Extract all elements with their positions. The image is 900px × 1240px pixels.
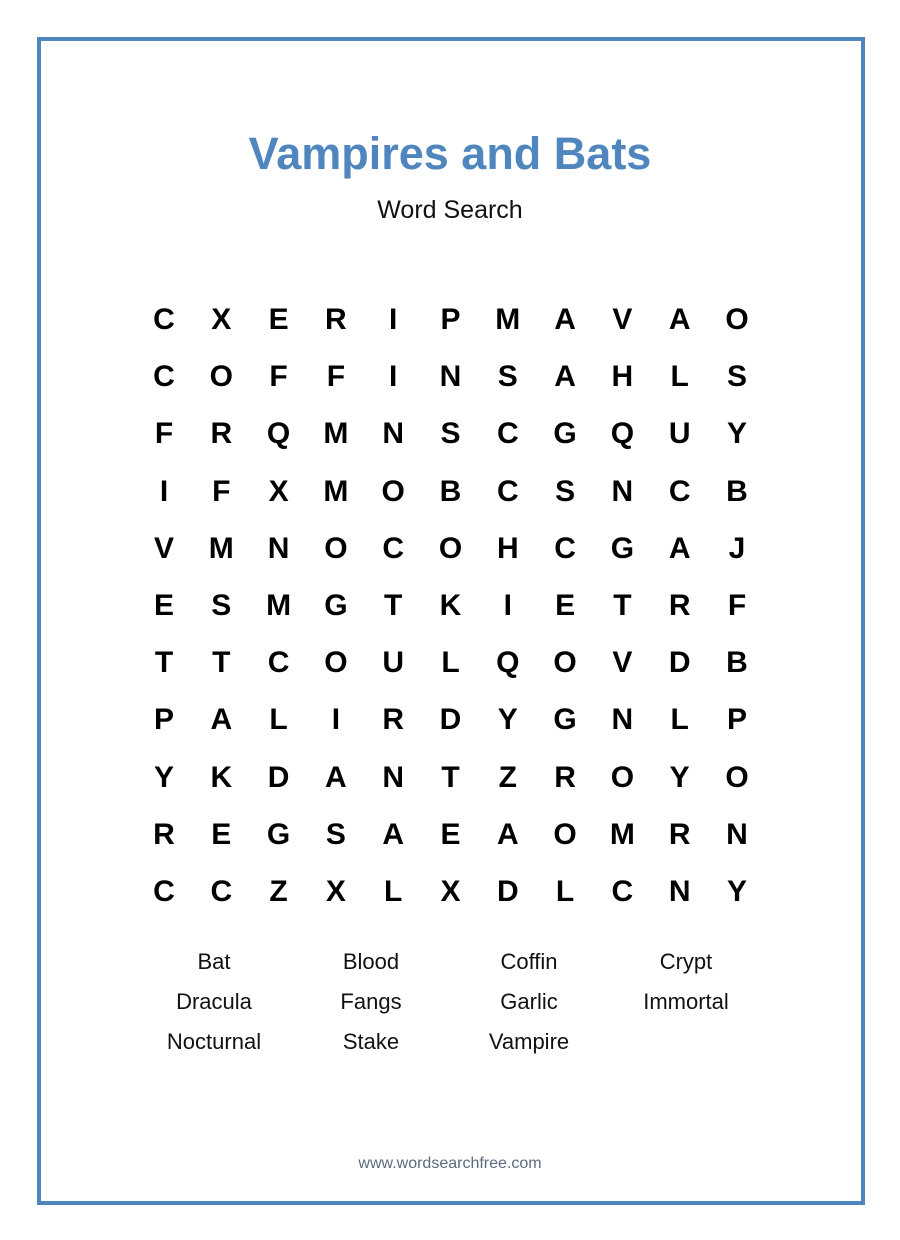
grid-letter: G bbox=[324, 589, 348, 622]
grid-letter: C bbox=[267, 646, 290, 680]
grid-letter: L bbox=[384, 875, 403, 908]
grid-letter: L bbox=[269, 703, 288, 737]
grid-letter: A bbox=[554, 360, 576, 394]
grid-letter: O bbox=[553, 817, 577, 851]
grid-letter: O bbox=[725, 303, 749, 336]
grid-letter: E bbox=[211, 817, 232, 851]
word-list-item: Blood bbox=[342, 949, 400, 974]
grid-letter: G bbox=[266, 817, 291, 851]
grid-letter: K bbox=[210, 760, 233, 794]
grid-letter: R bbox=[668, 589, 691, 622]
grid-letter: L bbox=[441, 646, 460, 680]
grid-letter: S bbox=[726, 360, 747, 394]
word-list-item: Nocturnal bbox=[166, 1029, 262, 1054]
grid-letter: T bbox=[441, 760, 460, 794]
grid-letter: O bbox=[381, 474, 405, 508]
grid-letter: M bbox=[609, 817, 635, 851]
grid-letter: I bbox=[159, 474, 169, 508]
grid-letter: F bbox=[154, 417, 174, 451]
grid-letter: A bbox=[668, 531, 691, 565]
word-list-item: Vampire bbox=[488, 1029, 570, 1054]
grid-letter: R bbox=[668, 817, 691, 851]
grid-letter: B bbox=[726, 646, 748, 680]
grid-letter: D bbox=[267, 760, 290, 794]
grid-letter: L bbox=[555, 875, 575, 908]
grid-letter: C bbox=[210, 875, 233, 908]
grid-letter: C bbox=[496, 474, 519, 508]
grid-letter: I bbox=[389, 360, 398, 394]
grid-letter: F bbox=[212, 474, 231, 508]
grid-letter: C bbox=[153, 360, 175, 394]
grid-letter: L bbox=[670, 360, 689, 394]
grid-letter: T bbox=[154, 646, 174, 680]
grid-letter: N bbox=[611, 474, 634, 508]
grid-letter: O bbox=[553, 646, 577, 680]
grid-letter: D bbox=[496, 875, 519, 908]
page-subtitle: Word Search bbox=[377, 196, 523, 224]
grid-letter: N bbox=[611, 703, 634, 737]
grid-letter: C bbox=[611, 875, 634, 908]
grid-letter: O bbox=[209, 360, 233, 394]
grid-letter: N bbox=[382, 760, 405, 794]
grid-letter: X bbox=[440, 875, 461, 908]
grid-letter: P bbox=[440, 303, 461, 336]
grid-letter: B bbox=[439, 474, 462, 508]
grid-letter: I bbox=[331, 703, 341, 737]
grid-letter: V bbox=[153, 531, 174, 565]
grid-letter: T bbox=[212, 646, 231, 680]
grid-letter: V bbox=[612, 303, 633, 336]
grid-letter: A bbox=[325, 760, 347, 794]
grid-letter: O bbox=[725, 760, 749, 794]
grid-letter: K bbox=[439, 589, 462, 622]
grid-letter: S bbox=[497, 360, 518, 394]
grid-letter: E bbox=[153, 589, 174, 622]
grid-letter: H bbox=[611, 360, 634, 394]
grid-letter: C bbox=[496, 417, 519, 451]
word-list-item: Garlic bbox=[500, 989, 558, 1014]
grid-letter: Q bbox=[496, 646, 520, 680]
grid-letter: Y bbox=[669, 760, 690, 794]
grid-letter: F bbox=[269, 360, 288, 394]
grid-letter: B bbox=[726, 474, 748, 508]
grid-letter: T bbox=[384, 589, 403, 622]
grid-letter: U bbox=[382, 646, 405, 680]
grid-letter: A bbox=[496, 817, 519, 851]
grid-letter: M bbox=[323, 474, 349, 508]
grid-letter: M bbox=[208, 531, 234, 565]
grid-letter: U bbox=[668, 417, 691, 451]
grid-letter: I bbox=[389, 303, 398, 336]
word-list-item: Crypt bbox=[659, 949, 713, 974]
grid-letter: J bbox=[728, 531, 746, 565]
grid-letter: C bbox=[153, 875, 175, 908]
grid-letter: C bbox=[382, 531, 405, 565]
page-title: Vampires and Bats bbox=[248, 128, 652, 179]
grid-letter: P bbox=[153, 703, 174, 737]
grid-letter: I bbox=[503, 589, 512, 622]
grid-letter: Q bbox=[266, 417, 291, 451]
grid-letter: M bbox=[266, 589, 292, 622]
grid-letter: Y bbox=[726, 417, 747, 451]
grid-letter: N bbox=[668, 875, 691, 908]
grid-letter: R bbox=[210, 417, 233, 451]
footer-url: www.wordsearchfree.com bbox=[358, 1155, 542, 1172]
grid-letter: R bbox=[382, 703, 405, 737]
grid-letter: O bbox=[610, 760, 635, 794]
grid-letter: E bbox=[555, 589, 576, 622]
grid-letter: A bbox=[668, 303, 691, 336]
word-list-item: Bat bbox=[197, 949, 231, 974]
grid-letter: O bbox=[324, 531, 348, 565]
grid-letter: N bbox=[267, 531, 290, 565]
grid-letter: L bbox=[670, 703, 689, 737]
grid-letter: A bbox=[382, 817, 405, 851]
grid-letter: Q bbox=[610, 417, 635, 451]
grid-letter: S bbox=[440, 417, 461, 451]
word-list-item: Dracula bbox=[176, 989, 252, 1014]
grid-letter: X bbox=[325, 875, 346, 908]
grid-letter: N bbox=[382, 417, 405, 451]
grid-letter: D bbox=[668, 646, 691, 680]
grid-letter: H bbox=[496, 531, 519, 565]
grid-letter: C bbox=[153, 303, 175, 336]
grid-letter: V bbox=[612, 646, 633, 680]
grid-letter: N bbox=[726, 817, 748, 851]
grid-letter: M bbox=[495, 303, 521, 336]
grid-letter: E bbox=[440, 817, 461, 851]
grid-letter: S bbox=[211, 589, 232, 622]
grid-letter: R bbox=[325, 303, 347, 336]
grid-letter: G bbox=[553, 703, 577, 737]
grid-letter: T bbox=[613, 589, 632, 622]
grid-letter: Y bbox=[726, 875, 747, 908]
grid-letter: O bbox=[324, 646, 348, 680]
word-list-item: Fangs bbox=[340, 989, 402, 1014]
word-list-item: Coffin bbox=[500, 949, 558, 974]
word-list-item: Stake bbox=[342, 1029, 400, 1054]
grid-letter: C bbox=[554, 531, 576, 565]
grid-letter: Y bbox=[153, 760, 174, 794]
grid-letter: G bbox=[610, 531, 635, 565]
grid-letter: E bbox=[268, 303, 289, 336]
grid-letter: F bbox=[727, 589, 747, 622]
grid-letter: X bbox=[268, 474, 289, 508]
grid-letter: S bbox=[555, 474, 576, 508]
grid-letter: C bbox=[668, 474, 691, 508]
grid-letter: N bbox=[439, 360, 462, 394]
grid-letter: G bbox=[553, 417, 577, 451]
grid-letter: R bbox=[554, 760, 576, 794]
grid-letter: X bbox=[211, 303, 232, 336]
grid-letter: O bbox=[438, 531, 463, 565]
grid-letter: D bbox=[439, 703, 462, 737]
grid-letter: Z bbox=[498, 760, 517, 794]
grid-letter: Y bbox=[497, 703, 518, 737]
grid-letter: A bbox=[210, 703, 233, 737]
word-list-item: Immortal bbox=[643, 989, 729, 1014]
grid-letter: R bbox=[153, 817, 175, 851]
grid-letter: P bbox=[726, 703, 747, 737]
grid-letter: S bbox=[325, 817, 346, 851]
grid-letter: A bbox=[554, 303, 576, 336]
grid-letter: M bbox=[323, 417, 349, 451]
grid-letter: F bbox=[326, 360, 346, 394]
grid-letter: Z bbox=[269, 875, 288, 908]
